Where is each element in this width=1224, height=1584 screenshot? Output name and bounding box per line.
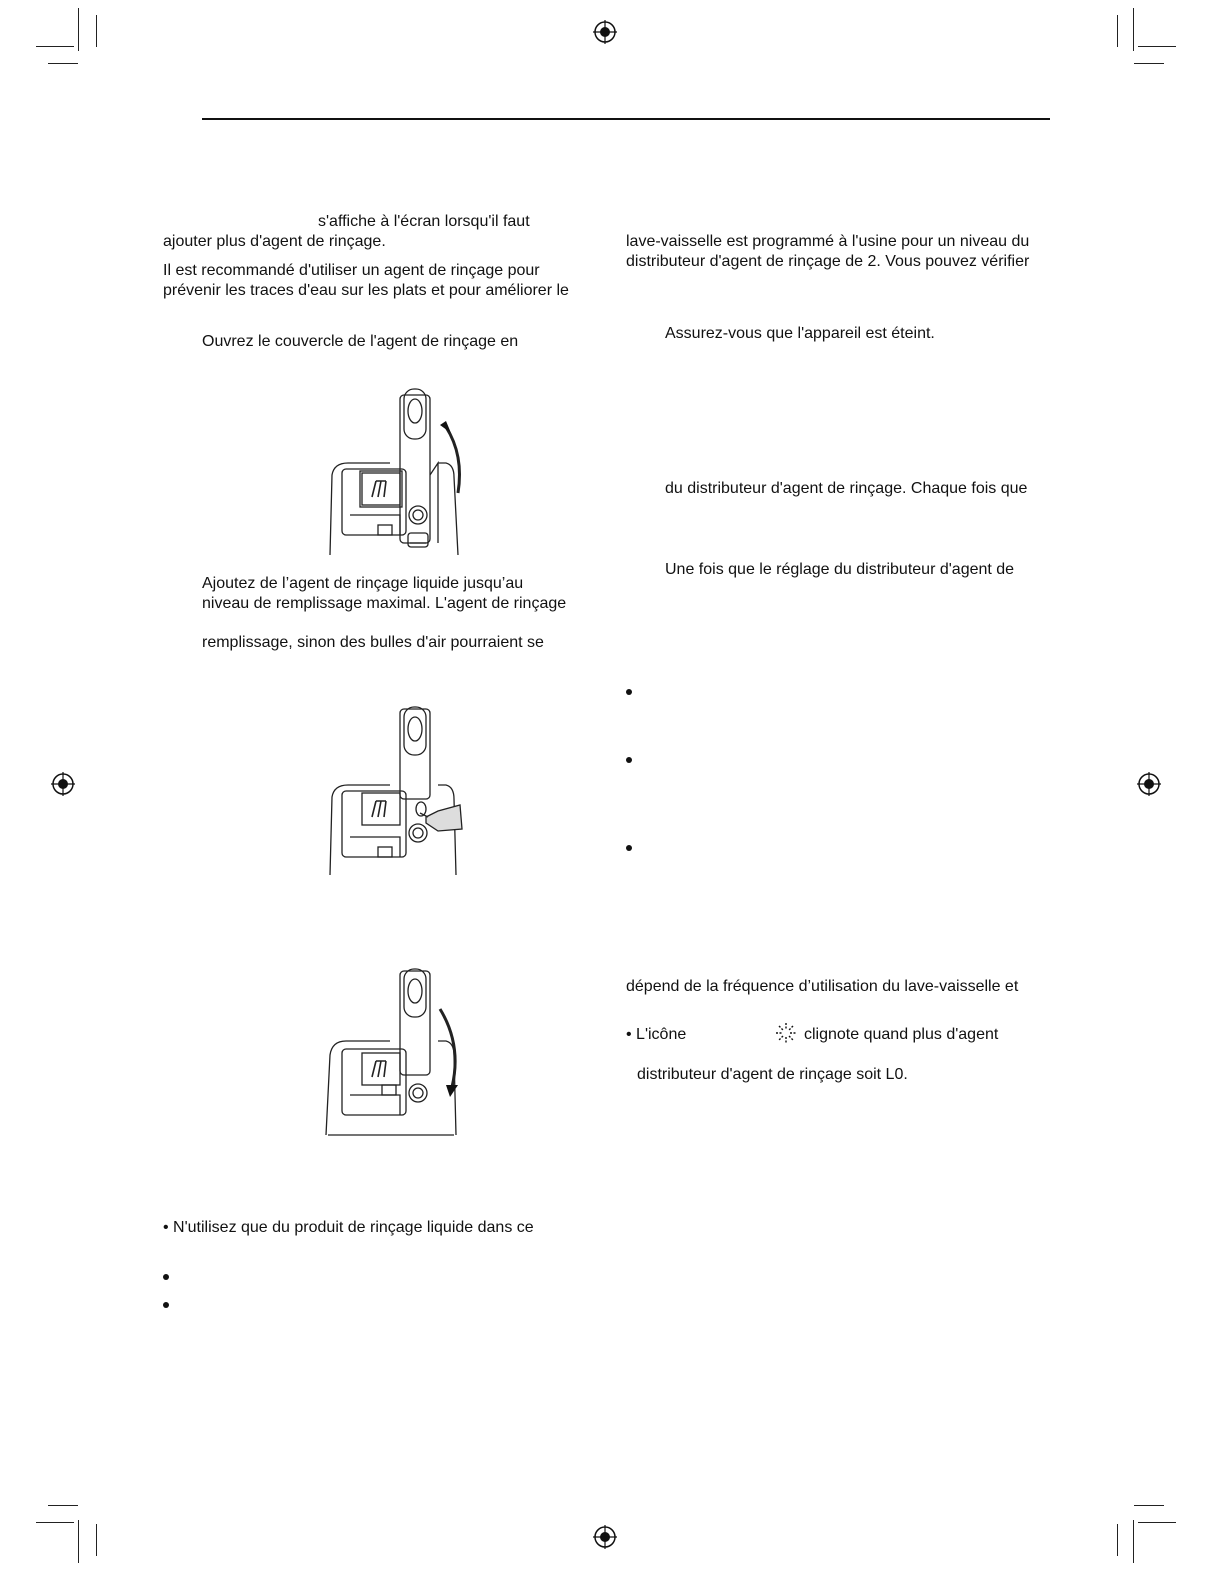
left-step2-line2: niveau de remplissage maximal. L'agent de rinçage — [202, 595, 567, 612]
crop-mark — [1117, 1524, 1118, 1556]
crop-mark — [1133, 8, 1134, 51]
dispenser-fill-illustration — [320, 705, 470, 877]
bullet-dot — [626, 757, 632, 763]
crop-mark — [96, 1524, 97, 1556]
dispenser-close-illustration — [320, 965, 470, 1137]
crop-mark — [78, 8, 79, 51]
bullet-dot — [626, 689, 632, 695]
right-p2: dépend de la fréquence d’utilisation du lave-vaisselle et — [626, 978, 1019, 995]
registration-mark-icon — [593, 20, 617, 44]
crop-mark — [96, 15, 97, 47]
left-note1: • N'utilisez que du produit de rinçage liquide dans ce — [163, 1219, 534, 1236]
left-p2-line2: prévenir les traces d'eau sur les plats et pour améliorer le — [163, 282, 569, 299]
bullet-dot — [163, 1302, 169, 1308]
left-step2-line3: remplissage, sinon des bulles d'air pourraient se — [202, 634, 544, 651]
left-step2-line1: Ajoutez de l’agent de rinçage liquide jusqu’au — [202, 575, 524, 592]
right-icon-line-suffix: clignote quand plus d'agent — [804, 1026, 999, 1043]
crop-mark — [48, 1505, 78, 1506]
left-step1: Ouvrez le couvercle de l'agent de rinçage en — [202, 333, 519, 350]
curved-arrow-down-icon — [446, 1085, 458, 1097]
left-p1-line2: ajouter plus d'agent de rinçage. — [163, 233, 386, 250]
crop-mark — [1138, 1522, 1176, 1523]
right-step1: Assurez-vous que l'appareil est éteint. — [665, 325, 935, 342]
right-icon-line-last: distributeur d'agent de rinçage soit L0. — [637, 1066, 908, 1083]
bullet-dot — [163, 1274, 169, 1280]
crop-mark — [1134, 1505, 1164, 1506]
header-rule — [202, 118, 1050, 120]
crop-mark — [36, 46, 74, 47]
crop-mark — [1138, 46, 1176, 47]
registration-mark-icon — [51, 772, 75, 796]
crop-mark — [78, 1520, 79, 1563]
crop-mark — [1117, 15, 1118, 47]
crop-mark — [1133, 1520, 1134, 1563]
rinse-aid-sparkle-icon — [775, 1022, 797, 1044]
right-p1-line1: lave-vaisselle est programmé à l'usine pour un niveau du — [626, 233, 1030, 250]
registration-mark-icon — [1137, 772, 1161, 796]
left-p1-line1: s'affiche à l'écran lorsqu'il faut — [318, 213, 530, 230]
right-icon-line-prefix: • L'icône — [626, 1026, 687, 1043]
right-p1-line2: distributeur d'agent de rinçage de 2. Vous pouvez vérifier — [626, 253, 1030, 270]
curved-arrow-up-icon — [440, 421, 451, 433]
left-p2-line1: Il est recommandé d'utiliser un agent de rinçage pour — [163, 262, 540, 279]
registration-mark-icon — [593, 1525, 617, 1549]
right-step4: Une fois que le réglage du distributeur d'agent de — [665, 561, 1015, 578]
right-step3: du distributeur d'agent de rinçage. Chaque fois que — [665, 480, 1028, 497]
crop-mark — [1134, 63, 1164, 64]
crop-mark — [36, 1522, 74, 1523]
crop-mark — [48, 63, 78, 64]
dispenser-open-illustration — [320, 385, 470, 557]
bullet-dot — [626, 845, 632, 851]
